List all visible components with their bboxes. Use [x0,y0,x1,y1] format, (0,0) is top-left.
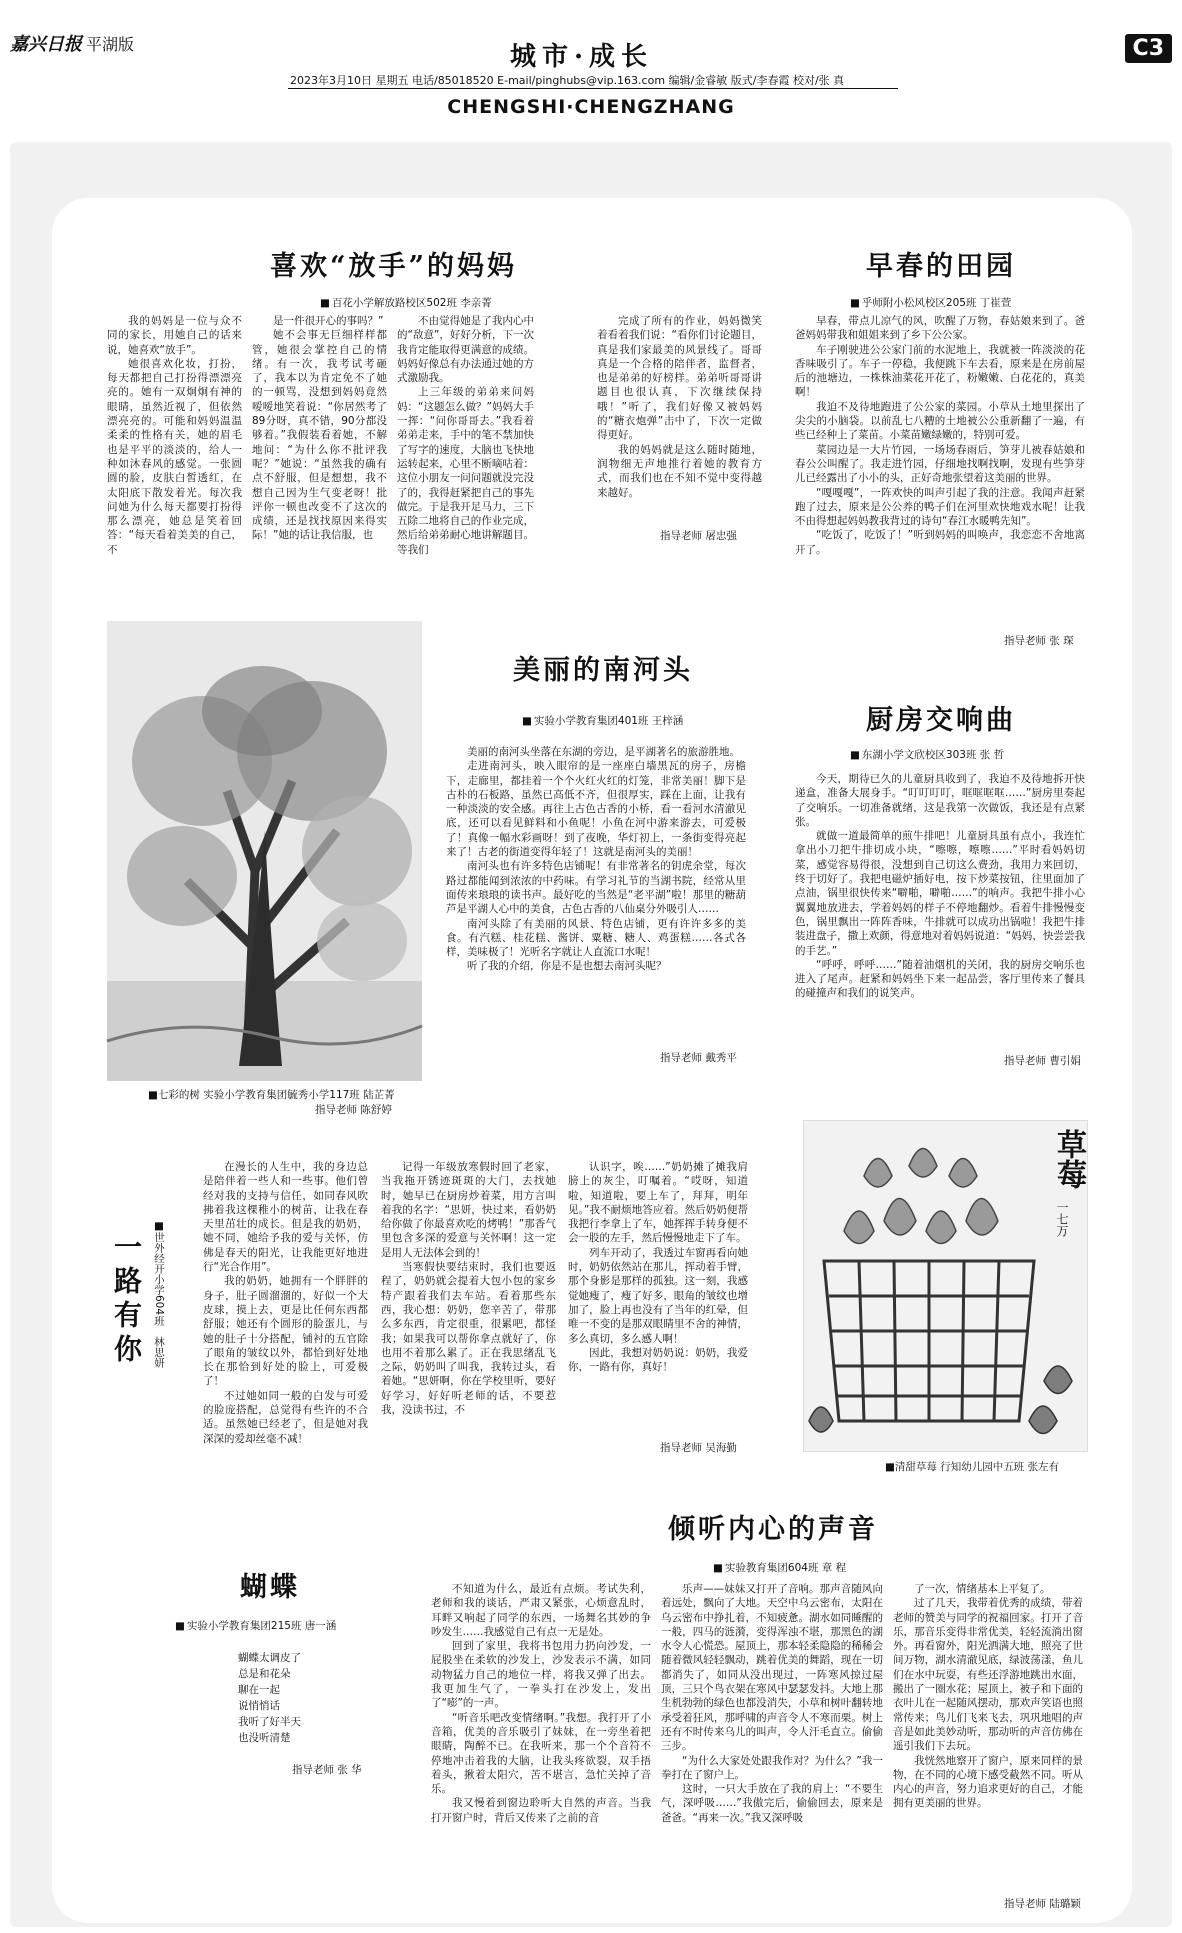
article-byline-nanhetou: ■ 实验小学教育集团401班 王梓涵 [522,713,683,728]
article-title-chufang: 厨房交响曲 [866,705,1016,736]
article-byline-chufang: ■ 东湖小学文欣校区303班 张 哲 [850,747,1004,762]
artwork-strawberry [803,1120,1088,1452]
artwork-tree-caption: ■七彩的树 实验小学教育集团毓秀小学117班 陆芷菁 [148,1089,395,1101]
newspaper-brand: 嘉兴日报 平湖版 [10,34,135,55]
article-teacher-hudie: 指导老师 张 华 [292,1764,362,1776]
article-body-chufang: 今天，期待已久的儿童厨具收到了，我迫不及待地拆开快递盒，准备大展身手。“叮叮叮叮，哐哐哐哐……”厨房里奏起了交响乐。一切准备就绪，这是我第一次做饭，我还是有点紧张。 就做一道最简单的煎牛排吧！儿童厨具虽有点小，我连忙拿出小刀把牛排切成小块，“嚓嚓，嚓嚓……”平时看妈妈切菜，感觉容易得很，没想到自己切这么费劲，我用力来回切，终于切好了。我把电磁炉插好电，按下炒菜按钮，往里面加了点油，锅里很快传来“噼啪，噼啪……”的响声。我把牛排小心翼翼地放进去，学着妈妈的样子不停地翻炒。看着牛排慢慢变色，锅里飘出一阵阵香味，牛排就可以成功出锅啦！我把牛排装进盘子，撒上欢颜，得意地对着妈妈说道：“妈妈，快尝尝我的手艺。” “呼呼，呼呼……”随着油烟机的关闭，我的厨房交响乐也进入了尾声。赶紧和妈妈坐下来一起品尝，客厅里传来了餐具的碰撞声和我们的说笑声。 [795,773,1085,1000]
article-body-mama-col2: 是一件很开心的事吗？” 她不会事无巨细样样都管，她很会掌控自己的情绪。有一次，我考试考砸了，我本以为肯定免不了她的一顿骂，没想到妈妈竟然嗳嗳地笑着说：“你居然考了89分呀，真不错，90分都没够着。”我假装看着她，不解地问：“为什么你不批评我呢？”她说：“虽然我的确有点不舒服，但是想想，我不想自己因为生气变老呀！批评你一顿也改变不了这次的成绩，还是找找原因来得实际！”她的话让我信服，也 [252,315,387,542]
poem-line: 总是和花朵 [238,1668,291,1680]
poem-line: 我听了好半天 [238,1716,301,1728]
artwork-colorful-tree [107,621,422,1081]
article-title-mama: 喜欢“放手”的妈妈 [270,251,518,282]
article-byline-tianyuan: ■ 乎师附小松风校区205班 丁崔萱 [850,295,1011,310]
strawberry-label: 草莓 [1051,1129,1086,1189]
tree-painting-image [107,621,422,1081]
channel-pinyin: CHENGSHI·CHENGZHANG [447,96,735,118]
poem-line: 也没听清楚 [238,1732,291,1744]
page-code-badge: C3 [1125,34,1172,63]
article-byline-yilu: ■世外经开小学604班 林思妍 [153,1220,165,1368]
article-body-mama-col4: 完成了所有的作业，妈妈微笑着看着我们说：“看你们讨论题目，真是我们家最美的风景线了。哥哥真是一个合格的陪伴者，监督者，也是弟弟的好榜样。弟弟听哥哥讲题目也很认真，下次继续保持哦！”听了，我们好像又被妈妈的“糖衣炮弹”击中了，下次一定做得更好。 我的妈妈就是这么随时随地，润物细无声地推行着她的教育方式，而我们也在不知不觉中变得越来越好。 [597,315,762,499]
article-teacher-tianyuan: 指导老师 张 琛 [1004,635,1074,647]
article-teacher-yilu: 指导老师 吴海勤 [660,1442,737,1454]
artwork-tree-teacher: 指导老师 陈舒婷 [315,1104,392,1116]
poem-line: 说悄悄话 [238,1700,280,1712]
article-title-yilu: 一路有你 [110,1232,143,1368]
header-divider [288,88,898,89]
poem-line: 蝴蝶太调皮了 [238,1652,301,1664]
article-body-yilu-col2: 记得一年级放寒假时回了老家，当我拖开锈迹斑斑的大门，去找她时，她早已在厨房炒着菜，用方言叫着我的名字：“思妍，快过来，看奶奶给你做了你最喜欢吃的烤鸭！”那香气里包含多深的爱意与关怀啊！这一定是用人无法体会到的！ 当寒假快要结束时，我们也要返程了，奶奶就会提着大包小包的家乡特产跟着我们去车站。看着那些东西，我心想：奶奶，您辛苦了，带那么多东西，肯定很重，很累吧，都怪我；如果我可以帮你拿点就好了，你也用不着那么累了。正在我思绪乱飞之际，奶奶叫了叫我，我转过头，看着她。“思妍啊，你在学校里听，要好好学习，好好听老师的话，不要惹我，没读书过，不 [381,1161,556,1417]
article-body-qingting-col1: 不知道为什么，最近有点烦。考试失利，老师和我的谈话，严肃又紧张，心烦意乱时，耳畔又响起了同学的东西，一场舞名其妙的争吵发生……我感觉自己有点一无是处。 回到了家里，我将书包用力扔向沙发，一屁股坐在柔软的沙发上，沙发表示不满，如同动物猛力自己的地位一样，将我又弹了出去。我更加生气了，一拳头打在沙发上，发出了“嘭”的一声。 “听音乐吧改变情绪啊。”我想。我打开了小音箱，优美的音乐吸引了妹妹，在一旁坐着把眼睛，陶醉不已。在我听来，那一个个音符不停地冲击着我的大脑，让我头疼欲裂，双手捂着头，揪着太阳穴，苦不堪言，急忙关掉了音乐。 我又慢着到窗边聆听大自然的声音。当我打开窗户时，背后又传来了之前的音 [431,1583,651,1824]
strawberry-drawing-image [804,1121,1087,1451]
article-body-yilu-col1: 在漫长的人生中，我的身边总是陪伴着一些人和一些事。他们曾经对我的支持与信任，如同春风吹拂着我这棵稚小的树苗，让我在春天里茁壮的成长。但是我的奶奶，她不同，她给予我的爱与关怀，仿佛是春天的阳光，让我能更好地进行“光合作用”。 我的奶奶，她拥有一个胖胖的身子，肚子圆溜溜的，好似一个大皮球，摸上去，更是比任何东西都舒服；她还有个圆形的脸蛋儿，与她的肚子十分搭配，铺衬的五官除了眼角的皱纹以外，都恰到好处地长在那恰到好处的脸上，可爱极了！ 不过她如同一般的白发与可爱的脸庞搭配，总觉得有些许的不合适。虽然她已经老了，但是她对我深深的爱却丝毫不减！ [203,1161,368,1445]
article-teacher-nanhetou: 指导老师 戴秀平 [660,1052,737,1064]
article-title-qingting: 倾听内心的声音 [668,1514,878,1545]
article-body-tianyuan: 早春，带点儿凉气的风，吹醒了万物，春姑娘来到了。爸爸妈妈带我和姐姐来到了乡下公公家。 车子刚驶进公公家门前的水泥地上，我就被一阵淡淡的花香味吸引了。车子一停稳，我便跳下车去看，原来是在房前屋后的池塘边，一株株油菜花开花了，粉嫩嫩、白花花的，真美啊！ 我迫不及待地跑进了公公家的菜园。小草从土地里探出了尖尖的小脑袋。以前乱七八糟的土地被公公重新翻了一遍，有些已经种上了菜苗。小菜苗嫩绿嫩的，特别可爱。 菜园边是一大片竹园，一场场春雨后，笋芽儿被春姑娘和春公公叫醒了。我走进竹园，仔细地找啊找啊，发现有些笋芽儿已经露出了小小的头，正好奇地张望着这美丽的世界。 “嘎嘎嘎”，一阵欢快的叫声引起了我的注意。我闻声赶紧跑了过去，原来是公公养的鸭子们在河里欢快地戏水呢！让我不由得想起妈妈教我背过的诗句“春江水暖鸭先知”。 “吃饭了，吃饭了！”听到妈妈的叫唤声，我恋恋不舍地离开了。 [795,315,1085,556]
strawberry-label-small: 一七万 [1055,1201,1069,1237]
article-body-yilu-col3: 认识字，唉……”奶奶摊了摊我肩膀上的灰尘，叮嘱着。“哎呀，知道啦，知道啦，要上车了，拜拜，明年见。”我不耐烦地答应着。然后奶奶便帮我把行李拿上了车，她挥挥手转身便不会一股的左手，然后慢慢地走下了车。 列车开动了，我透过车窗再看向她时，奶奶依然站在那儿，挥动着手臂，那个身影是那样的孤独。这一刻，我感觉她瘦了，瘦了好多，眼角的皱纹也增加了，脸上再也没有了当年的红晕，但唯一不变的是那双眼睛里不舍的神情，多么真切，多么感人啊！ 因此，我想对奶奶说：奶奶，我爱你，一路有你，真好！ [568,1161,748,1374]
article-body-mama-col1: 我的妈妈是一位与众不同的家长，用她自己的话来说，她喜欢“放手”。 她很喜欢化妆，打扮，每天都把自己打扮得漂漂亮亮的。她有一双炯炯有神的眼睛，虽然近视了，但依然漂亮亮的。可能和妈妈温温柔柔的性格有关，她的眉毛也是平平的淡淡的，给人一种如沐春风的感觉。一张圆圆的脸，皮肤白皙透红，在太阳底下散发着光。每次我问她为什么每天都要打扮得那么漂亮，她总是笑着回答：“每天看着美美的自己，不 [107,315,242,556]
artwork-strawberry-caption: ■清甜草莓 行知幼儿园中五班 张左有 [885,1461,1060,1473]
article-body-nanhetou: 美丽的南河头坐落在东湖的旁边，是平湖著名的旅游胜地。 走进南河头，映入眼帘的是一座座白墙黑瓦的房子，房檐下，走廊里，都挂着一个个火红火红的灯笼，非常美丽！脚下是古朴的石板路，虽然已高低不齐，但很厚实，踩在上面，让我有一种淡淡的安全感。再往上古色古香的小桥，看一看河水清澈见底，还可以看见鲜料和小鱼呢！小鱼在河中游来游去，可爱极了！真像一幅水彩画呀！到了夜晚，华灯初上，一条街变得亮起来了！古老的街道变得年轻了！这就是南河头的美丽！ 南河头也有许多特色店铺呢！有非常著名的钥虎余堂，每次路过都能闻到浓浓的中药味。有学习礼节的当湖书院，经常从里面传来琅琅的读书声。最好吃的当然是“老平湖”啦！那里的糖葫芦是平湖人心中的美食，古色古香的八仙桌分外吸引人…… 南河头除了有美丽的风景、特色店铺，更有许许多多的美食。有汽糕、桂花糕、酱饼、粟糖、糖人、鸡蛋糕……各式各样，美味极了！光听名字就让人直流口水呢！ 听了我的介绍，你是不是也想去南河头呢？ [446,746,746,973]
article-title-tianyuan: 早春的田园 [866,251,1016,282]
article-teacher-chufang: 指导老师 曹引娟 [1004,1055,1081,1067]
article-teacher-qingting: 指导老师 陆璐颖 [1004,1898,1081,1910]
issue-info: 2023年3月10日 星期五 电话/85018520 E-mail/pinghubs@vip.163.com 编辑/金睿敏 版式/李春霞 校对/张 真 [290,74,845,87]
poem-hudie [238,1650,301,1746]
article-byline-qingting: ■ 实验教育集团604班 章 程 [713,1560,846,1575]
channel-title: 城市·成长 [510,42,654,72]
article-body-qingting-col3: 了一次，情绪基本上平复了。 过了几天，我带着优秀的成绩，带着老师的赞美与同学的祝福回家。打开了音乐，那音乐变得非常优美，轻轻流淌出窗外。再看窗外，阳光洒满大地，照亮了世间万物，湖水清澈见底，绿波荡漾，鱼儿们在水中玩耍，有些还浮游地跳出水面，搬出了一圈水花；屋顶上，被子和下面的衣叶儿在一起随风摆动，那欢声笑语也照常传来；鸟儿们飞来飞去，巩巩地唱的声音是如此美妙动听，那动听的声音仿佛在遥引我们下去玩。 我恍然地察开了窗户，原来同样的景物，在不同的心境下感受截然不同。听从内心的声音，努力追求更好的自己，才能拥有更美丽的世界。 [893,1583,1083,1810]
article-title-hudie: 蝴蝶 [240,1572,300,1603]
article-teacher-mama: 指导老师 屠忠强 [660,530,737,542]
poem-line: 聊在一起 [238,1684,280,1696]
article-title-nanhetou: 美丽的南河头 [513,655,693,686]
article-byline-hudie: ■ 实验小学教育集团215班 唐一涵 [175,1618,336,1633]
article-body-qingting-col2: 乐声——妹妹又打开了音响。那声音随风向着远处，飘向了大地。天空中乌云密布，太阳在乌云密布中挣扎着，不知疲惫。湖水如同睡醒的一般，四马的涟漪，变得浑浊不堪，那黑色的湖水令人心慌恐。屋顶上，那本轻柔隐隐的稀稀会随着微风轻轻飘动，跳着优美的舞蹈，现在一切都消失了，如同从没出现过，一阵寒风掠过屋顶，三只个鸟衣架在寒风中瑟瑟发抖。大地上那生机勃勃的绿色也都没消失，小草和树叶翻转地承受着狂风，那呼啸的声音令人不寒而栗。树上还有不时传来乌儿的叫声，令人汗毛直立。偷偷三步。 “为什么大家处处跟我作对？为什么？”我一拳打在了窗户上。 这时，一只大手放在了我的肩上：“不要生气，深呼吸……”我傲完后，偷偷回去，原来是爸爸。“再来一次。”我又深呼吸 [661,1583,883,1824]
article-byline-mama: ■ 百花小学解放路校区502班 李亲菁 [320,295,492,310]
article-body-mama-col3: 不由觉得她是了我内心中的“敌意”，好好分析，下一次我肯定能取得更满意的成绩。妈妈好像总有办法通过她的方式激励我。 上三年级的弟弟来问妈妈：“这题怎么做？”妈妈大手一挥：“问你哥哥去。”我看着弟弟走来，手中的笔不禁加快了写字的速度，大脑也飞快地运转起来，心里不断嘀咕着：这位小朋友一问问题就没完没了的，我得赶紧把自己的事先做完。于是我开足马力，三下五除二地将自己的作业完成，然后给弟弟耐心地讲解题目。等我们 [397,315,534,556]
